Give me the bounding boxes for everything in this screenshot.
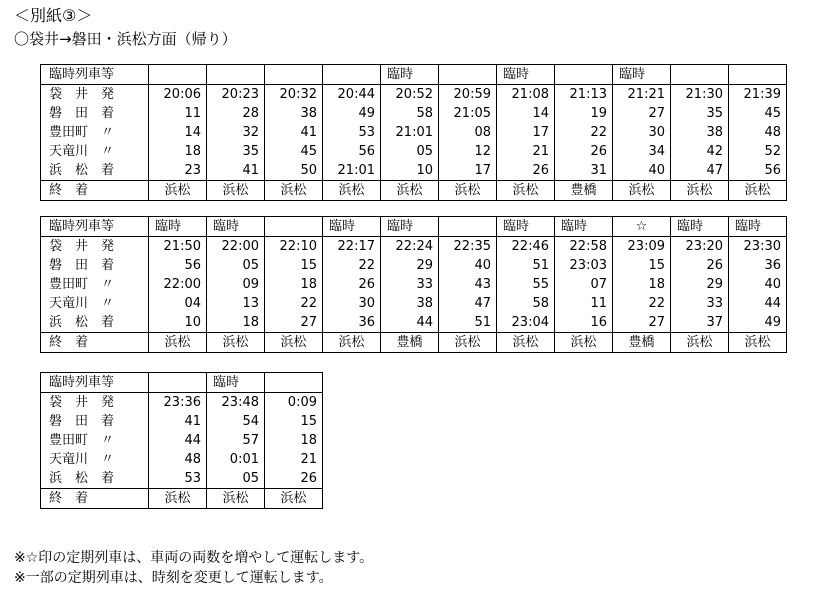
time-cell: 20:32: [265, 85, 323, 105]
tenryugawa-row: [41, 142, 787, 161]
time-cell: 41: [149, 412, 207, 431]
notes: [14, 548, 373, 588]
time-cell: 30: [613, 123, 671, 142]
time-cell: 05: [207, 469, 265, 489]
time-cell: 22:46: [497, 237, 555, 257]
time-cell: 47: [671, 161, 729, 181]
time-cell: 17: [439, 161, 497, 181]
timetable-1: [40, 64, 787, 201]
train-type-cell: 臨時: [381, 65, 439, 85]
time-cell: 18: [613, 275, 671, 294]
time-cell: 22: [265, 294, 323, 313]
train-type-cell: 臨時: [613, 65, 671, 85]
train-type-row: [41, 373, 323, 393]
row-label: 袋 井 発: [41, 85, 149, 105]
time-cell: 45: [265, 142, 323, 161]
train-type-cell: 臨時: [323, 217, 381, 237]
note-schedule: ※一部の定期列車は、時刻を変更して運転します。: [14, 570, 333, 586]
time-cell: 35: [671, 104, 729, 123]
iwata-arrival-row: [41, 104, 787, 123]
row-label: 磐 田 着: [41, 256, 149, 275]
time-cell: 43: [439, 275, 497, 294]
time-cell: 21: [497, 142, 555, 161]
row-label: 浜 松 着: [41, 469, 149, 489]
time-cell: 15: [265, 256, 323, 275]
time-cell: 56: [323, 142, 381, 161]
toyodacho-row: [41, 431, 323, 450]
time-cell: 05: [381, 142, 439, 161]
time-cell: 22:10: [265, 237, 323, 257]
destination-cell: 浜松: [207, 333, 265, 353]
time-cell: 23:03: [555, 256, 613, 275]
time-cell: 36: [729, 256, 787, 275]
iwata-arrival-row: [41, 256, 787, 275]
row-label: 豊田町 〃: [41, 123, 149, 142]
time-cell: 22: [323, 256, 381, 275]
time-cell: 14: [497, 104, 555, 123]
time-cell: 21: [265, 450, 323, 469]
time-cell: 29: [671, 275, 729, 294]
train-type-cell: [207, 65, 265, 85]
time-cell: 10: [381, 161, 439, 181]
train-type-cell: [323, 65, 381, 85]
row-label: 袋 井 発: [41, 237, 149, 257]
time-cell: 18: [149, 142, 207, 161]
time-cell: 21:01: [323, 161, 381, 181]
time-cell: 17: [497, 123, 555, 142]
train-type-cell: [555, 65, 613, 85]
train-type-cell: [265, 373, 323, 393]
time-cell: 27: [613, 104, 671, 123]
time-cell: 04: [149, 294, 207, 313]
train-type-cell: [265, 65, 323, 85]
train-type-cell: ☆: [613, 217, 671, 237]
destination-cell: 浜松: [439, 181, 497, 201]
destination-cell: 浜松: [265, 333, 323, 353]
time-cell: 21:08: [497, 85, 555, 105]
page-header: ＜別紙③＞: [14, 6, 93, 25]
train-type-cell: [439, 65, 497, 85]
time-cell: 26: [323, 275, 381, 294]
fukuroi-departure-row: [41, 237, 787, 257]
time-cell: 44: [381, 313, 439, 333]
iwata-arrival-row: [41, 412, 323, 431]
hamamatsu-arrival-row: [41, 469, 323, 489]
toyodacho-row: [41, 275, 787, 294]
time-cell: 38: [671, 123, 729, 142]
time-cell: 33: [671, 294, 729, 313]
time-cell: 20:52: [381, 85, 439, 105]
time-cell: 48: [729, 123, 787, 142]
time-cell: 18: [265, 431, 323, 450]
time-cell: 36: [323, 313, 381, 333]
time-cell: 41: [265, 123, 323, 142]
time-cell: 10: [149, 313, 207, 333]
train-type-cell: [265, 217, 323, 237]
destination-cell: 浜松: [149, 489, 207, 509]
time-cell: 53: [149, 469, 207, 489]
row-label: 終 着: [41, 181, 149, 201]
destination-cell: 浜松: [671, 181, 729, 201]
time-cell: 27: [265, 313, 323, 333]
time-cell: 53: [323, 123, 381, 142]
row-label: 豊田町 〃: [41, 275, 149, 294]
fukuroi-departure-row: [41, 85, 787, 105]
time-cell: 26: [671, 256, 729, 275]
time-cell: 20:59: [439, 85, 497, 105]
destination-cell: 浜松: [265, 489, 323, 509]
time-cell: 21:30: [671, 85, 729, 105]
time-cell: 37: [671, 313, 729, 333]
time-cell: 20:23: [207, 85, 265, 105]
time-cell: 18: [265, 275, 323, 294]
final-destination-row: [41, 333, 787, 353]
time-cell: 32: [207, 123, 265, 142]
timetable-3: [40, 372, 323, 509]
destination-cell: 浜松: [555, 333, 613, 353]
time-cell: 23:48: [207, 393, 265, 413]
time-cell: 42: [671, 142, 729, 161]
time-cell: 54: [207, 412, 265, 431]
train-type-cell: [439, 217, 497, 237]
train-type-cell: 臨時: [207, 373, 265, 393]
train-type-cell: 臨時: [729, 217, 787, 237]
time-cell: 31: [555, 161, 613, 181]
train-type-cell: [149, 65, 207, 85]
destination-cell: 浜松: [439, 333, 497, 353]
hamamatsu-arrival-row: [41, 161, 787, 181]
destination-cell: 浜松: [207, 181, 265, 201]
time-cell: 22: [555, 123, 613, 142]
time-cell: 13: [207, 294, 265, 313]
time-cell: 34: [613, 142, 671, 161]
time-cell: 21:01: [381, 123, 439, 142]
destination-cell: 浜松: [381, 181, 439, 201]
time-cell: 47: [439, 294, 497, 313]
time-cell: 22:24: [381, 237, 439, 257]
time-cell: 44: [729, 294, 787, 313]
time-cell: 22:00: [207, 237, 265, 257]
destination-cell: 浜松: [671, 333, 729, 353]
destination-cell: 浜松: [729, 333, 787, 353]
time-cell: 23:04: [497, 313, 555, 333]
row-label: 終 着: [41, 489, 149, 509]
time-cell: 27: [613, 313, 671, 333]
toyodacho-row: [41, 123, 787, 142]
destination-cell: 浜松: [323, 333, 381, 353]
time-cell: 28: [207, 104, 265, 123]
time-cell: 22:00: [149, 275, 207, 294]
row-label: 天竜川 〃: [41, 294, 149, 313]
train-type-row: [41, 217, 787, 237]
train-type-cell: [149, 373, 207, 393]
row-label: 袋 井 発: [41, 393, 149, 413]
time-cell: 15: [613, 256, 671, 275]
train-type-cell: [671, 65, 729, 85]
time-cell: 23:09: [613, 237, 671, 257]
destination-cell: 豊橋: [381, 333, 439, 353]
timetable-2: [40, 216, 787, 353]
row-label: 終 着: [41, 333, 149, 353]
time-cell: 22:35: [439, 237, 497, 257]
time-cell: 0:01: [207, 450, 265, 469]
destination-cell: 浜松: [729, 181, 787, 201]
destination-cell: 豊橋: [555, 181, 613, 201]
time-cell: 56: [729, 161, 787, 181]
tenryugawa-row: [41, 450, 323, 469]
time-cell: 51: [497, 256, 555, 275]
time-cell: 40: [729, 275, 787, 294]
row-label: 臨時列車等: [41, 65, 149, 85]
time-cell: 55: [497, 275, 555, 294]
time-cell: 21:21: [613, 85, 671, 105]
train-type-cell: 臨時: [671, 217, 729, 237]
time-cell: 40: [613, 161, 671, 181]
time-cell: 16: [555, 313, 613, 333]
time-cell: 38: [381, 294, 439, 313]
time-cell: 52: [729, 142, 787, 161]
time-cell: 23:36: [149, 393, 207, 413]
time-cell: 33: [381, 275, 439, 294]
train-type-row: [41, 65, 787, 85]
time-cell: 26: [265, 469, 323, 489]
time-cell: 51: [439, 313, 497, 333]
train-type-cell: 臨時: [149, 217, 207, 237]
destination-cell: 浜松: [497, 181, 555, 201]
time-cell: 49: [323, 104, 381, 123]
row-label: 豊田町 〃: [41, 431, 149, 450]
row-label: 浜 松 着: [41, 313, 149, 333]
train-type-cell: 臨時: [381, 217, 439, 237]
row-label: 浜 松 着: [41, 161, 149, 181]
time-cell: 07: [555, 275, 613, 294]
time-cell: 05: [207, 256, 265, 275]
train-type-cell: [729, 65, 787, 85]
train-type-cell: 臨時: [497, 217, 555, 237]
destination-cell: 浜松: [149, 181, 207, 201]
time-cell: 21:39: [729, 85, 787, 105]
time-cell: 29: [381, 256, 439, 275]
destination-cell: 浜松: [207, 489, 265, 509]
time-cell: 58: [497, 294, 555, 313]
time-cell: 20:06: [149, 85, 207, 105]
time-cell: 11: [555, 294, 613, 313]
time-cell: 21:05: [439, 104, 497, 123]
destination-cell: 豊橋: [613, 333, 671, 353]
time-cell: 23:20: [671, 237, 729, 257]
destination-cell: 浜松: [497, 333, 555, 353]
destination-cell: 浜松: [149, 333, 207, 353]
time-cell: 22:17: [323, 237, 381, 257]
destination-cell: 浜松: [323, 181, 381, 201]
time-cell: 57: [207, 431, 265, 450]
time-cell: 58: [381, 104, 439, 123]
time-cell: 21:50: [149, 237, 207, 257]
tenryugawa-row: [41, 294, 787, 313]
final-destination-row: [41, 489, 323, 509]
final-destination-row: [41, 181, 787, 201]
time-cell: 26: [497, 161, 555, 181]
hamamatsu-arrival-row: [41, 313, 787, 333]
row-label: 磐 田 着: [41, 412, 149, 431]
train-type-cell: 臨時: [497, 65, 555, 85]
route-heading: 〇袋井→磐田・浜松方面（帰り）: [14, 30, 237, 48]
time-cell: 18: [207, 313, 265, 333]
time-cell: 19: [555, 104, 613, 123]
train-type-cell: 臨時: [207, 217, 265, 237]
time-cell: 26: [555, 142, 613, 161]
time-cell: 15: [265, 412, 323, 431]
time-cell: 41: [207, 161, 265, 181]
time-cell: 56: [149, 256, 207, 275]
time-cell: 09: [207, 275, 265, 294]
time-cell: 38: [265, 104, 323, 123]
time-cell: 30: [323, 294, 381, 313]
time-cell: 40: [439, 256, 497, 275]
note-star: ※☆印の定期列車は、車両の両数を増やして運転します。: [14, 550, 374, 566]
time-cell: 48: [149, 450, 207, 469]
time-cell: 0:09: [265, 393, 323, 413]
fukuroi-departure-row: [41, 393, 323, 413]
time-cell: 12: [439, 142, 497, 161]
row-label: 天竜川 〃: [41, 450, 149, 469]
time-cell: 49: [729, 313, 787, 333]
time-cell: 22: [613, 294, 671, 313]
time-cell: 11: [149, 104, 207, 123]
time-cell: 21:13: [555, 85, 613, 105]
time-cell: 08: [439, 123, 497, 142]
time-cell: 23: [149, 161, 207, 181]
time-cell: 23:30: [729, 237, 787, 257]
destination-cell: 浜松: [265, 181, 323, 201]
time-cell: 22:58: [555, 237, 613, 257]
row-label: 臨時列車等: [41, 373, 149, 393]
time-cell: 14: [149, 123, 207, 142]
row-label: 天竜川 〃: [41, 142, 149, 161]
row-label: 臨時列車等: [41, 217, 149, 237]
train-type-cell: 臨時: [555, 217, 613, 237]
destination-cell: 浜松: [613, 181, 671, 201]
time-cell: 35: [207, 142, 265, 161]
time-cell: 50: [265, 161, 323, 181]
time-cell: 20:44: [323, 85, 381, 105]
time-cell: 45: [729, 104, 787, 123]
time-cell: 44: [149, 431, 207, 450]
row-label: 磐 田 着: [41, 104, 149, 123]
